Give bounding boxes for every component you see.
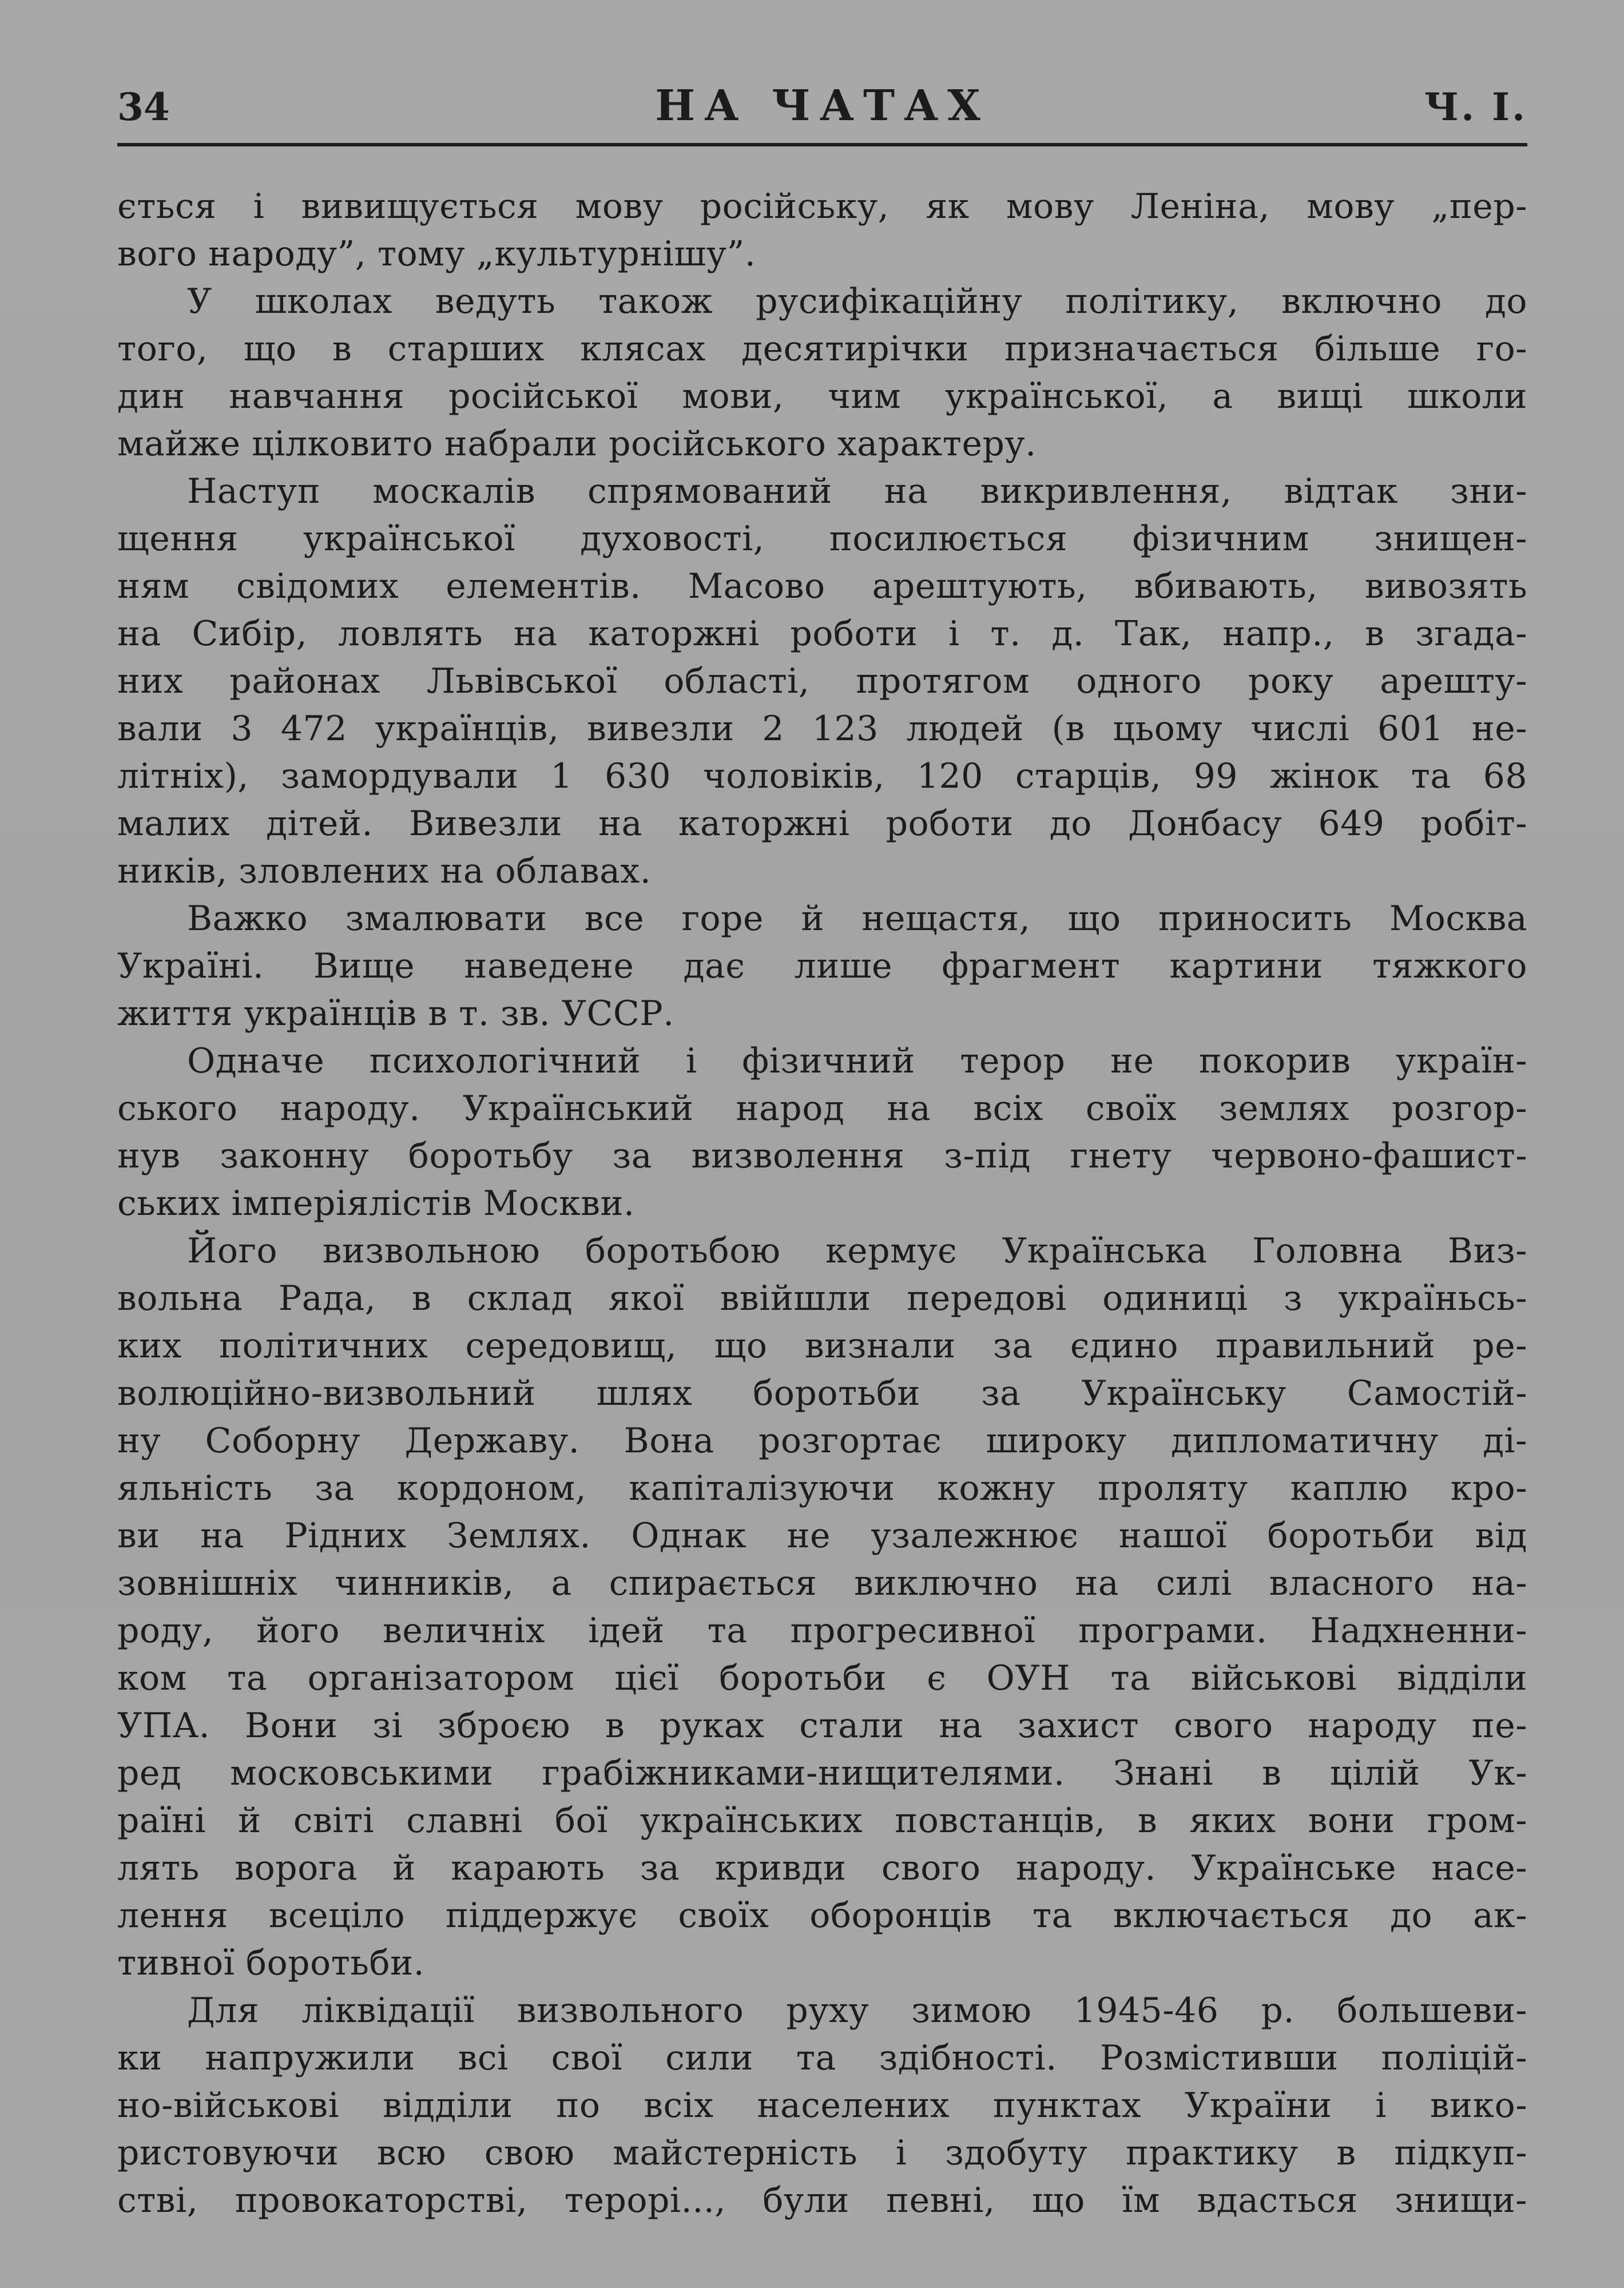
text-line: ну Соборну Державу. Вона розгортає широку дипломатичну ді- <box>117 1421 1527 1461</box>
text-line: вали 3 472 українців, вивезли 2 123 людей (в цьому числі 601 не- <box>117 709 1527 749</box>
paragraph <box>117 468 1527 895</box>
text-line: лять ворога й карають за кривди свого народу. Українське насе- <box>117 1848 1527 1888</box>
text-line: майже цілковито набрали російського характеру. <box>117 424 1037 464</box>
text-line: вого народу”, тому „культурнішу”. <box>117 234 756 274</box>
text-line: яльність за кордоном, капіталізуючи кожну проляту каплю кро- <box>117 1468 1527 1508</box>
text-line: ників, зловлених на облавах. <box>117 851 652 891</box>
text-line: ристовуючи всю свою майстерність і здобуту практику в підкуп- <box>117 2133 1527 2173</box>
text-line: них районах Львівської області, протягом одного року арешту- <box>117 661 1527 701</box>
text-line: Одначе психологічний і фізичний терор не покорив україн- <box>187 1041 1527 1081</box>
text-line: тивної боротьби. <box>117 1943 425 1983</box>
text-line: но-військові відділи по всіх населених пунктах України і вико- <box>117 2086 1527 2126</box>
text-line: нув законну боротьбу за визволення з-під гнету червоно-фашист- <box>117 1136 1527 1176</box>
text-line: Важко змалювати все горе й нещастя, що приносить Москва <box>187 899 1527 939</box>
paragraph <box>117 278 1527 468</box>
text-line: Наступ москалів спрямований на викривлення, відтак зни- <box>187 471 1527 511</box>
text-line: стві, провокаторстві, терорі..., були певні, що їм вдасться знищи- <box>117 2180 1527 2221</box>
running-head <box>117 80 1527 146</box>
body-text <box>117 183 1527 2225</box>
paragraph <box>117 895 1527 1038</box>
text-line: У школах ведуть також русифікаційну політику, включно до <box>187 281 1527 321</box>
paragraph <box>117 1987 1527 2225</box>
text-line: вольна Рада, в склад якої ввійшли передові одиниці з україньсь- <box>117 1278 1527 1318</box>
text-line: ки напружили всі свої сили та здібності. Розмістивши поліцій- <box>117 2038 1527 2078</box>
text-line: ком та організатором цієї боротьби є ОУН та військові відділи <box>117 1658 1527 1698</box>
text-line: Україні. Вище наведене дає лише фрагмент картини тяжкого <box>117 946 1527 986</box>
text-line: ням свідомих елементів. Масово арештують, вбивають, вивозять <box>117 566 1527 606</box>
text-line: дин навчання російської мови, чим української, а вищі школи <box>117 376 1527 416</box>
text-line: ського народу. Український народ на всіх своїх землях розгор- <box>117 1089 1527 1129</box>
running-title: НА ЧАТАХ <box>655 81 990 130</box>
text-line: літніх), замордували 1 630 чоловіків, 120 старців, 99 жінок та 68 <box>117 756 1527 796</box>
part-mark: Ч. І. <box>1424 85 1527 129</box>
text-line: ється і вивищується мову російську, як мову Леніна, мову „пер- <box>117 186 1527 227</box>
text-line: Його визвольною боротьбою кермує Українська Головна Виз- <box>187 1231 1527 1271</box>
text-line: роду, його величніх ідей та прогресивної програми. Надхненни- <box>117 1611 1527 1651</box>
text-line: ред московськими грабіжниками-нищителями. Знані в цілій Ук- <box>117 1753 1527 1793</box>
text-line: УПА. Вони зі зброєю в руках стали на захист свого народу пе- <box>117 1706 1527 1746</box>
text-line: малих дітей. Вивезли на каторжні роботи до Донбасу 649 робіт- <box>117 804 1527 844</box>
text-line: раїні й світі славні бої українських повстанців, в яких вони гром- <box>117 1801 1527 1841</box>
text-line: життя українців в т. зв. УССР. <box>117 994 674 1034</box>
text-line: ських імперіялістів Москви. <box>117 1183 635 1224</box>
paragraph <box>117 183 1527 278</box>
paragraph <box>117 1228 1527 1987</box>
text-line: ких політичних середовищ, що визнали за єдино правильний ре- <box>117 1326 1527 1366</box>
text-line: зовнішніх чинників, а спирається виключно на силі власного на- <box>117 1563 1527 1603</box>
text-line: ви на Рідних Землях. Однак не узалежнює нашої боротьби від <box>117 1516 1527 1556</box>
text-line: Для ліквідації визвольного руху зимою 1945-46 р. большеви- <box>187 1991 1527 2031</box>
text-line: щення української духовості, посилюється фізичним знищен- <box>117 519 1527 559</box>
text-line: лення всеціло піддержує своїх оборонців та включається до ак- <box>117 1896 1527 1936</box>
paragraph <box>117 1038 1527 1228</box>
text-line: того, що в старших клясах десятирічки призначається більше го- <box>117 329 1527 369</box>
page-number: 34 <box>117 85 170 129</box>
text-line: на Сибір, ловлять на каторжні роботи і т. д. Так, напр., в згада- <box>117 614 1527 654</box>
text-line: волюційно-визвольний шлях боротьби за Українську Самостій- <box>117 1373 1527 1413</box>
